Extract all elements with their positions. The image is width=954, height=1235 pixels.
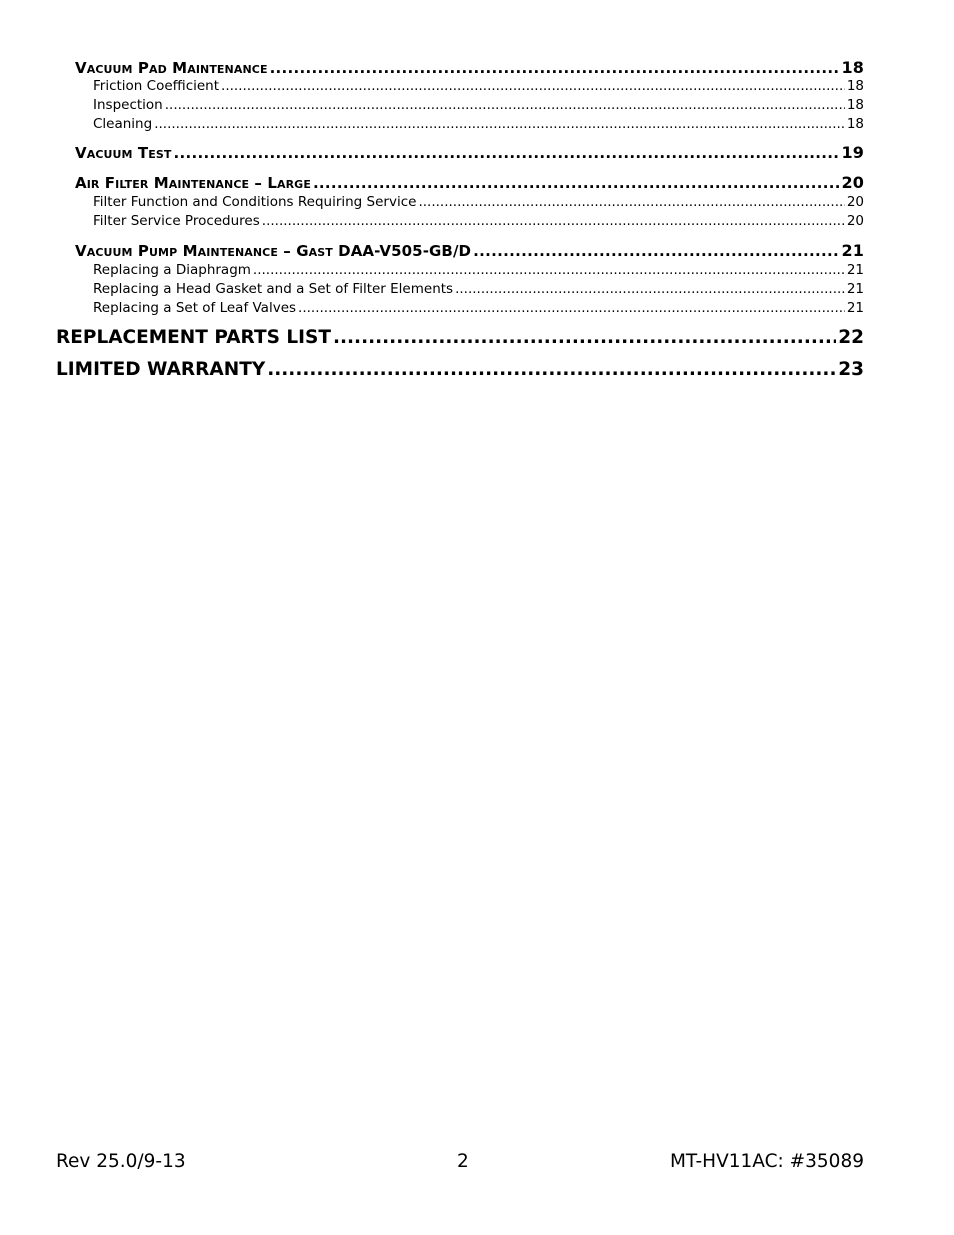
toc-entry-label: Vacuum Test (75, 144, 172, 162)
toc-entry-label: Filter Service Procedures (93, 213, 260, 229)
dot-leader (174, 144, 840, 162)
dot-leader (473, 242, 839, 260)
toc-entry-limited-warranty[interactable] (56, 359, 864, 380)
toc-entry-replacement-parts-list[interactable] (56, 327, 864, 348)
toc-entry-page: 21 (846, 281, 864, 297)
footer-document-id: MT-HV11AC: #35089 (669, 1151, 864, 1172)
dot-leader (253, 262, 845, 278)
toc-entry-page: 19 (841, 143, 864, 162)
toc-entry-label: Cleaning (93, 116, 153, 132)
toc-entry-page: 18 (846, 116, 864, 132)
toc-entry-page: 23 (838, 359, 864, 380)
toc-entry-vacuum-pad-maintenance[interactable] (75, 58, 864, 77)
toc-entry-label: Friction Coefficient (93, 78, 220, 94)
toc-entry-page: 22 (838, 327, 864, 348)
toc-entry-label: Replacing a Diaphragm (93, 262, 251, 278)
toc-entry-page: 21 (841, 241, 864, 260)
dot-leader (154, 116, 845, 132)
toc-entry-label: Replacing a Head Gasket and a Set of Filter Elements (93, 281, 454, 297)
toc-entry-replacing-head-gasket[interactable] (93, 281, 864, 297)
toc-entry-label: Air Filter Maintenance – Large (75, 174, 311, 192)
toc-entry-replacing-diaphragm[interactable] (93, 262, 864, 278)
toc-entry-label: Inspection (93, 97, 163, 113)
footer-revision: Rev 25.0/9-13 (56, 1151, 186, 1172)
toc-entry-page: 18 (846, 78, 864, 94)
dot-leader (333, 327, 836, 348)
dot-leader (298, 300, 845, 316)
toc-entry-page: 18 (846, 97, 864, 113)
dot-leader (270, 59, 840, 77)
toc-entry-filter-service[interactable] (93, 213, 864, 229)
toc-entry-label: Filter Function and Conditions Requiring Service (93, 194, 417, 210)
toc-entry-filter-function[interactable] (93, 194, 864, 210)
dot-leader (262, 213, 845, 229)
toc-entry-label: REPLACEMENT PARTS LIST (56, 327, 331, 348)
toc-entry-replacing-leaf-valves[interactable] (93, 300, 864, 316)
toc-entry-friction-coefficient[interactable] (93, 78, 864, 94)
toc-entry-label: Replacing a Set of Leaf Valves (93, 300, 297, 316)
toc-entry-page: 20 (846, 194, 864, 210)
toc-entry-page: 20 (846, 213, 864, 229)
dot-leader (267, 359, 836, 380)
toc-entry-air-filter-maintenance[interactable] (75, 173, 864, 192)
dot-leader (418, 194, 844, 210)
dot-leader (313, 174, 840, 192)
dot-leader (165, 97, 845, 113)
toc-entry-vacuum-test[interactable] (75, 143, 864, 162)
toc-entry-page: 20 (841, 173, 864, 192)
toc-entry-page: 18 (841, 58, 864, 77)
toc-entry-label: Vacuum Pad Maintenance (75, 59, 268, 77)
toc-entry-inspection[interactable] (93, 97, 864, 113)
toc-entry-label: LIMITED WARRANTY (56, 359, 266, 380)
toc-entry-cleaning[interactable] (93, 116, 864, 132)
toc-entry-label: Vacuum Pump Maintenance – Gast DAA-V505-GB/D (75, 242, 472, 260)
dot-leader (455, 281, 845, 297)
footer-page-number: 2 (457, 1151, 469, 1172)
toc-entry-page: 21 (846, 262, 864, 278)
toc-entry-page: 21 (846, 300, 864, 316)
toc-entry-vacuum-pump-maintenance[interactable] (75, 241, 864, 260)
dot-leader (221, 78, 845, 94)
